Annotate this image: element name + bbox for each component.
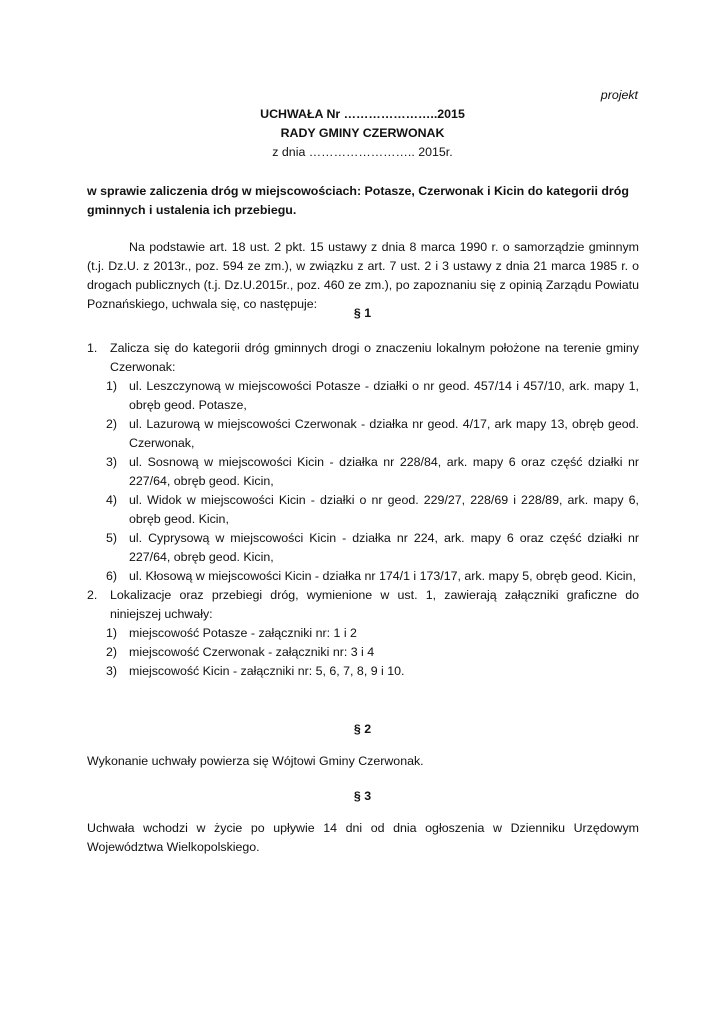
item-text: ul. Widok w miejscowości Kicin - działki o nr geod. 229/27, 228/69 i 228/89, ark. mapy 6, obręb geod. Kicin,	[129, 493, 639, 526]
list-item	[87, 339, 639, 377]
item-number: 1)	[106, 626, 118, 640]
item-number: 5)	[106, 531, 118, 545]
section-3-text: Uchwała wchodzi w życie po upływie 14 dni od dnia ogłoszenia w Dzienniku Urzędowym Województwa Wielkopolskiego.	[87, 821, 639, 854]
item-number: 6)	[106, 569, 118, 583]
list-item	[87, 415, 639, 453]
list-item	[87, 377, 639, 415]
item-number: 3)	[106, 664, 118, 678]
resolution-date: z dnia …………………….. 2015r.	[272, 145, 453, 159]
council-name: RADY GMINY CZERWONAK	[280, 126, 445, 140]
item-text: ul. Lazurową w miejscowości Czerwonak - działka nr geod. 4/17, ark mapy 13, obręb geod. Czerwonak,	[129, 417, 639, 450]
list-item	[87, 453, 639, 491]
section-1-list	[87, 339, 639, 681]
draft-label: projekt	[600, 88, 638, 102]
list-item	[87, 491, 639, 529]
item-text: miejscowość Potasze - załączniki nr: 1 i 2	[129, 626, 357, 640]
resolution-subject: w sprawie zaliczenia dróg w miejscowościach: Potasze, Czerwonak i Kicin do kategorii dróg gminnych i ustalenia ich przebiegu.	[87, 184, 629, 217]
item-text: miejscowość Kicin - załączniki nr: 5, 6, 7, 8, 9 i 10.	[129, 664, 405, 678]
resolution-header	[0, 105, 725, 162]
item-number: 1)	[106, 379, 118, 393]
item-text: ul. Leszczynową w miejscowości Potasze - działki o nr geod. 457/14 i 457/10, ark. mapy 1, obręb geod. Potasze,	[129, 379, 639, 412]
resolution-title: UCHWAŁA Nr …………………..2015	[260, 107, 465, 121]
item-text: ul. Cyprysową w miejscowości Kicin - działka nr 224, ark. mapy 6 oraz część działki nr 227/64, obręb geod. Kicin,	[129, 531, 639, 564]
list-item	[87, 529, 639, 567]
section-2-text: Wykonanie uchwały powierza się Wójtowi Gminy Czerwonak.	[87, 754, 424, 768]
list-item	[87, 662, 639, 681]
legal-basis-paragraph: Na podstawie art. 18 ust. 2 pkt. 15 ustawy z dnia 8 marca 1990 r. o samorządzie gminnym (t.j. Dz.U. z 2013r., poz. 594 ze zm.), w związku z art. 7 ust. 2 i 3 ustawy z dnia 21 marca 1985 r. o drogach publicznych (t.j. Dz.U.2015r., poz. 460 ze zm.), po zapoznaniu się z opinią Zarządu Powiatu Poznańskiego, uchwala się, co następuje:	[87, 240, 639, 311]
item-text: ul. Kłosową w miejscowości Kicin - działka nr 174/1 i 173/17, ark. mapy 5, obręb geod. Kicin,	[129, 569, 636, 583]
point-number: 1.	[87, 341, 98, 355]
point-number: 2.	[87, 588, 98, 602]
item-number: 2)	[106, 645, 118, 659]
point-text: Zalicza się do kategorii dróg gminnych drogi o znaczeniu lokalnym położone na terenie gminy Czerwonak:	[110, 341, 639, 374]
list-item	[87, 586, 639, 624]
section-3-heading: § 3	[353, 789, 372, 803]
item-number: 4)	[106, 493, 118, 507]
point-text: Lokalizacje oraz przebiegi dróg, wymienione w ust. 1, zawierają załączniki graficzne do niniejszej uchwały:	[110, 588, 639, 621]
section-1-heading: § 1	[353, 306, 372, 320]
list-item	[87, 624, 639, 643]
item-number: 3)	[106, 455, 118, 469]
item-text: ul. Sosnową w miejscowości Kicin - działka nr 228/84, ark. mapy 6 oraz część działki nr 227/64, obręb geod. Kicin,	[129, 455, 639, 488]
item-number: 2)	[106, 417, 118, 431]
section-2-heading: § 2	[353, 722, 372, 736]
list-item	[87, 567, 639, 586]
item-text: miejscowość Czerwonak - załączniki nr: 3 i 4	[129, 645, 375, 659]
list-item	[87, 643, 639, 662]
